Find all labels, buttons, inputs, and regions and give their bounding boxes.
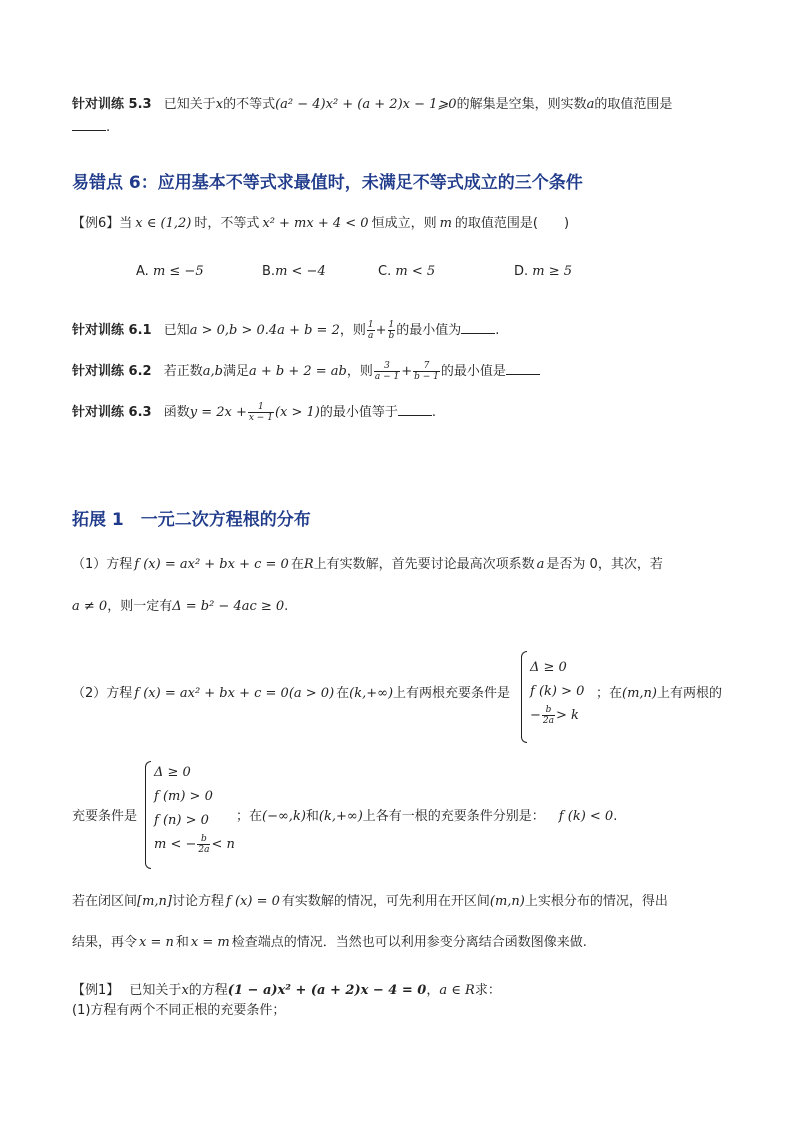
denominator: 2a [198, 845, 210, 855]
operator: + [401, 364, 413, 379]
text: 函数 [163, 405, 190, 420]
fraction [388, 320, 396, 341]
math-var: a [586, 97, 595, 112]
numerator: 7 [413, 361, 440, 372]
text: 上各有一根的充要条件分别是： [362, 809, 545, 824]
exercise-6-3 [72, 402, 436, 423]
math-var: a [536, 557, 545, 572]
exercise-6-1 [72, 320, 499, 341]
fraction [374, 361, 400, 382]
text: 时，不等式 [194, 216, 260, 231]
paragraph-1-line-2 [72, 598, 288, 616]
exercise-6-2 [72, 361, 540, 382]
text: 的取值范围是 [594, 97, 673, 112]
numerator: 1 [388, 320, 395, 330]
text: 若在闭区间 [72, 894, 138, 909]
example-1-question-1: (1)方程有两个不同正根的充要条件； [72, 1003, 286, 1018]
condition: f (m) > 0 [154, 789, 213, 804]
option-key: C. [378, 264, 392, 279]
condition: Δ ≥ 0 [530, 660, 567, 675]
text: 上有两根充要条件是 [393, 686, 511, 701]
exercise-label: 针对训练 6.1 [72, 323, 152, 338]
text: ，则 [346, 364, 373, 379]
numerator: b [197, 834, 210, 845]
option-key: A. [136, 264, 149, 279]
math-interval: (−∞,k) [262, 809, 306, 824]
math-expr: y = 2x + [189, 405, 247, 420]
text: 的不等式 [223, 97, 276, 112]
option-key: D. [514, 264, 529, 279]
math-expr: f (k) < 0 [558, 809, 614, 824]
extension-heading: 拓展 1 一元二次方程根的分布 [72, 510, 311, 530]
math-expr: f (x) = ax² + bx + c = 0 [134, 557, 289, 572]
fraction [413, 361, 440, 382]
text: 在 [290, 557, 304, 572]
example-label: 【例1】 [72, 983, 120, 998]
text: 讨论方程 [172, 894, 225, 909]
text: 求： [474, 983, 501, 998]
text: ；在 [596, 686, 623, 701]
math-interval: [m,n] [137, 894, 172, 909]
text: > k [556, 708, 579, 723]
text: 充要条件是 [72, 809, 138, 824]
text: m < − [154, 837, 197, 852]
denominator: x − 1 [248, 413, 273, 423]
denominator: b − 1 [414, 372, 439, 382]
paragraph-2-line-2 [72, 808, 137, 826]
math-expr: f (x) = 0 [226, 894, 280, 909]
numerator: 1 [248, 402, 274, 413]
text: 已知关于 [163, 97, 216, 112]
condition: Δ ≥ 0 [154, 765, 191, 780]
text: 满足 [222, 364, 249, 379]
text: 已知关于 [129, 983, 182, 998]
example-label: 【例6】 [72, 216, 120, 231]
text: 恒成立，则 [371, 216, 437, 231]
text: ；在 [236, 809, 263, 824]
numerator: 1 [367, 320, 374, 330]
math-var: x [181, 983, 189, 998]
text: 检查端点的情况．当然也可以利用参变分离结合函数图像来做. [231, 935, 587, 950]
math-expr: x² + mx + 4 < 0 [262, 216, 369, 231]
text: 上有两根的 [657, 686, 723, 701]
math-var: R [303, 557, 314, 572]
math-expr: a ∈ R [439, 983, 475, 998]
text: . [613, 809, 618, 824]
math-interval: (k,+∞) [349, 686, 394, 701]
text: − [530, 708, 541, 723]
option-text: m ≥ 5 [532, 264, 573, 279]
answer-blank [72, 118, 106, 131]
example-1 [72, 982, 501, 1000]
text: . [495, 323, 500, 338]
condition [154, 833, 235, 857]
text: < n [211, 837, 235, 852]
fraction [248, 402, 274, 423]
text: 当 [119, 216, 133, 231]
exercise-5-3-answer [72, 118, 110, 137]
example-6 [72, 215, 569, 233]
left-brace [145, 761, 151, 869]
text: 的方程 [188, 983, 228, 998]
answer-blank [461, 321, 495, 334]
math-expr: f (x) = ax² + bx + c = 0(a > 0) [134, 686, 335, 701]
answer-blank [398, 403, 432, 416]
text: ，则 [339, 323, 366, 338]
condition-system-2 [154, 761, 235, 857]
text: 的最小值等于 [319, 405, 398, 420]
math-interval: (m,n) [622, 686, 657, 701]
numerator: b [542, 705, 555, 716]
exercise-label: 针对训练 6.3 [72, 405, 152, 420]
text: ，则一定有 [107, 599, 173, 614]
left-brace [521, 651, 527, 743]
math-interval: (k,+∞) [318, 809, 363, 824]
paragraph-2-line-1 [72, 685, 510, 703]
denominator: a [368, 331, 374, 341]
math-expr: (x > 1) [274, 405, 320, 420]
text: 的最小值为 [396, 323, 462, 338]
text: 的最小值是 [440, 364, 506, 379]
exercise-label: 针对训练 6.2 [72, 364, 152, 379]
math-var: m [439, 216, 452, 231]
text: 结果，再令 [72, 935, 138, 950]
fraction [367, 320, 375, 341]
text: 上实根分布的情况，得出 [524, 894, 668, 909]
condition: f (n) > 0 [154, 813, 209, 828]
option-d[interactable] [514, 264, 572, 279]
pitfall-heading: 易错点 6：应用基本不等式求最值时，未满足不等式成立的三个条件 [72, 173, 583, 193]
option-key: B. [262, 264, 276, 279]
math-expr: Δ = b² − 4ac ≥ 0 [172, 599, 285, 614]
text: 的取值范围是( ) [454, 216, 570, 231]
math-expr: a ≠ 0 [72, 599, 108, 614]
text: 的解集是空集，则实数 [456, 97, 587, 112]
denominator: 2a [542, 716, 554, 726]
fraction [542, 705, 555, 726]
math-var: x [215, 97, 224, 112]
paragraph-3-line-2 [72, 934, 587, 952]
text: 若正数 [163, 364, 203, 379]
numerator: 3 [374, 361, 400, 372]
text: （2）方程 [72, 686, 133, 701]
text: 是否为 0，其次，若 [546, 557, 663, 572]
math-var: a,b [202, 364, 223, 379]
text: ， [426, 983, 440, 998]
text: 上有实数解，首先要讨论最高次项系数 [313, 557, 535, 572]
paragraph-2-line-1-cont [596, 685, 722, 703]
text: . [106, 120, 111, 135]
math-expr: x = n [139, 935, 174, 950]
denominator: b [388, 331, 395, 341]
paragraph-2-line-2-cont [236, 808, 617, 826]
math-interval: (m,n) [489, 894, 525, 909]
paragraph-3-line-1 [72, 893, 668, 911]
text: 在 [336, 686, 350, 701]
condition [530, 704, 584, 728]
text: . [284, 599, 289, 614]
math-expr: (a² − 4)x² + (a + 2)x − 1⩾0 [275, 97, 457, 112]
condition: f (k) > 0 [530, 684, 585, 699]
text: . [431, 405, 436, 420]
math-expr: x = m [190, 935, 230, 950]
math-expr: (1 − a)x² + (a + 2)x − 4 = 0 [227, 983, 427, 998]
fraction [197, 834, 210, 855]
math-expr: a > 0,b > 0.4a + b = 2 [189, 323, 340, 338]
operator: + [375, 323, 387, 338]
option-c[interactable] [378, 264, 435, 279]
answer-blank [506, 362, 540, 375]
text: （1）方程 [72, 557, 133, 572]
denominator: a − 1 [374, 372, 400, 382]
option-text: m ≤ −5 [152, 264, 204, 279]
exercise-5-3 [72, 96, 672, 114]
text: 已知 [163, 323, 190, 338]
option-b[interactable] [262, 264, 326, 279]
paragraph-1-line-1 [72, 556, 663, 574]
text: 有实数解的情况，可先利用在开区间 [281, 894, 490, 909]
math-expr: x ∈ (1,2) [135, 216, 192, 231]
option-a[interactable] [136, 264, 204, 279]
math-expr: a + b + 2 = ab [248, 364, 347, 379]
condition-system-1 [530, 656, 584, 728]
option-text: m < 5 [395, 264, 436, 279]
text: 和 [175, 935, 189, 950]
exercise-label: 针对训练 5.3 [72, 97, 152, 112]
option-text: m < −4 [275, 264, 326, 279]
text: 和 [305, 809, 319, 824]
